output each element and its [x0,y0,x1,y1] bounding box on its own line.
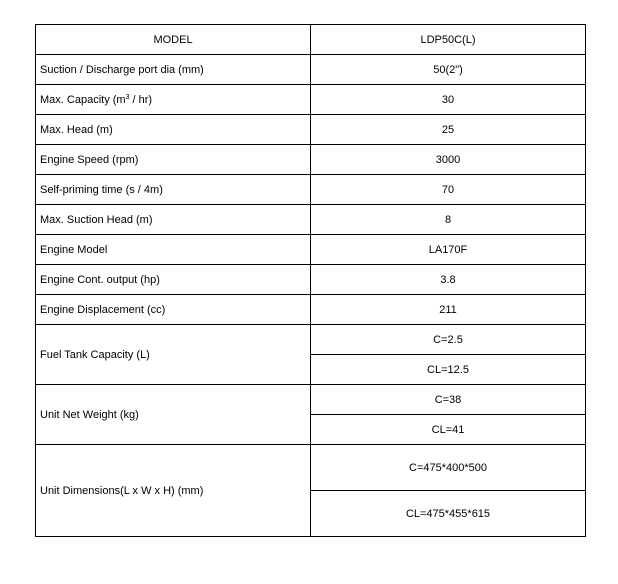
row-label-max-suction-head: Max. Suction Head (m) [36,205,311,235]
row-value-net-weight-c: C=38 [311,385,586,415]
row-value-max-suction-head: 8 [311,205,586,235]
table-row [36,205,586,235]
row-value-self-priming-time: 70 [311,175,586,205]
table-row [36,385,586,415]
row-value-max-capacity: 30 [311,85,586,115]
row-value-fuel-tank-cl: CL=12.5 [311,355,586,385]
table-row [36,445,586,491]
row-value-max-head: 25 [311,115,586,145]
row-value-dimensions-cl: CL=475*455*615 [311,491,586,537]
row-value-engine-model: LA170F [311,235,586,265]
row-label-engine-output: Engine Cont. output (hp) [36,265,311,295]
table-row [36,145,586,175]
row-value-net-weight-cl: CL=41 [311,415,586,445]
row-label-engine-displacement: Engine Displacement (cc) [36,295,311,325]
row-label-max-capacity [36,85,311,115]
table-row-header [36,25,586,55]
row-value-fuel-tank-c: C=2.5 [311,325,586,355]
table-row [36,265,586,295]
row-value-engine-output: 3.8 [311,265,586,295]
row-label-max-head: Max. Head (m) [36,115,311,145]
table-row [36,115,586,145]
table-row [36,235,586,265]
max-capacity-label-suffix: / hr) [129,93,153,106]
row-value-port-dia: 50(2") [311,55,586,85]
row-label-dimensions: Unit Dimensions(L x W x H) (mm) [36,445,311,537]
table-row [36,325,586,355]
row-label-net-weight: Unit Net Weight (kg) [36,385,311,445]
row-label-port-dia: Suction / Discharge port dia (mm) [36,55,311,85]
header-model-label: MODEL [36,25,311,55]
row-label-self-priming-time: Self-priming time (s / 4m) [36,175,311,205]
max-capacity-unit-superscript: 3 [125,93,130,101]
row-label-engine-speed: Engine Speed (rpm) [36,145,311,175]
header-model-value: LDP50C(L) [311,25,586,55]
spec-table [35,24,586,537]
row-label-engine-model: Engine Model [36,235,311,265]
max-capacity-label-text: Max. Capacity (m [40,93,126,106]
row-label-fuel-tank: Fuel Tank Capacity (L) [36,325,311,385]
table-row [36,55,586,85]
table-row [36,85,586,115]
table-row [36,175,586,205]
row-value-engine-displacement: 211 [311,295,586,325]
row-value-engine-speed: 3000 [311,145,586,175]
table-row [36,295,586,325]
row-value-dimensions-c: C=475*400*500 [311,445,586,491]
